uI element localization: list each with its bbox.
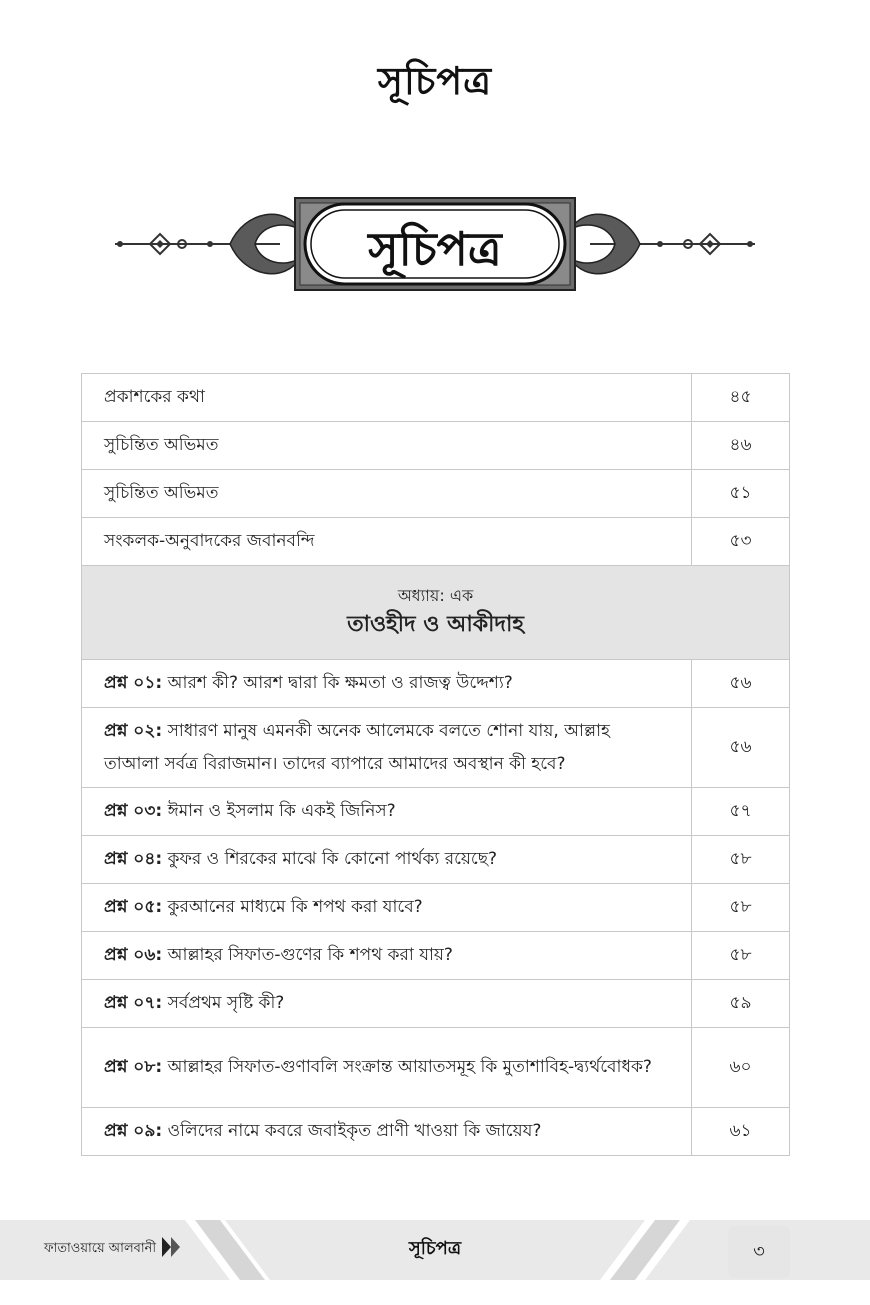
banner-title: সূচিপত্র (368, 222, 502, 276)
toc-row[interactable] (82, 708, 790, 788)
chapter-title: তাওহীদ ও আকীদাহ (347, 611, 524, 637)
question-text: কুরআনের মাধ্যমে কি শপথ করা যাবে? (167, 897, 423, 917)
page-footer (0, 1220, 870, 1280)
question-label: প্রশ্ন ০৮: (104, 1057, 163, 1077)
chapter-heading (82, 566, 790, 660)
question-label: প্রশ্ন ০৭: (104, 993, 163, 1013)
question-label: প্রশ্ন ০২: (104, 720, 163, 741)
toc-question (82, 1108, 692, 1156)
question-label: প্রশ্ন ০৯: (104, 1121, 163, 1141)
question-text: আল্লাহর সিফাত-গুণাবলি সংক্রান্ত আয়াতসমূহ কি মুতাশাবিহ-দ্ব্যর্থবোধক? (167, 1057, 652, 1077)
toc-question (82, 1028, 692, 1108)
toc-row[interactable] (82, 980, 790, 1028)
question-text: আল্লাহর সিফাত-গুণের কি শপথ করা যায়? (167, 945, 453, 965)
toc-page-number: ৫৬ (692, 660, 790, 708)
toc-page-number: ৫৭ (692, 788, 790, 836)
toc-page-number: ৫৮ (692, 884, 790, 932)
question-label: প্রশ্ন ০৩: (104, 801, 163, 821)
toc-page-number: ৫৯ (692, 980, 790, 1028)
toc-question (82, 980, 692, 1028)
question-text: ঈমান ও ইসলাম কি একই জিনিস? (167, 801, 396, 821)
question-text: ওলিদের নামে কবরে জবাইকৃত প্রাণী খাওয়া কি জায়েয? (167, 1121, 542, 1141)
toc-row[interactable] (82, 788, 790, 836)
section-title: সূচিপত্র (408, 1238, 462, 1259)
question-label: প্রশ্ন ০৬: (104, 945, 163, 965)
table-of-contents (81, 373, 790, 1156)
toc-row[interactable] (82, 518, 790, 566)
toc-entry-title: সুচিন্তিত অভিমত (82, 470, 692, 518)
toc-page-number: ৬০ (692, 1028, 790, 1108)
book-title: ফাতাওয়ায়ে আলবানী (44, 1241, 157, 1256)
question-text: কুফর ও শিরকের মাঝে কি কোনো পার্থক্য রয়েছে? (167, 849, 498, 869)
toc-row[interactable] (82, 374, 790, 422)
toc-question (82, 788, 692, 836)
toc-page-number: ৫৮ (692, 932, 790, 980)
question-label: প্রশ্ন ০৪: (104, 849, 163, 869)
toc-row[interactable] (82, 1108, 790, 1156)
toc-page-number: ৪৬ (692, 422, 790, 470)
toc-row[interactable] (82, 884, 790, 932)
question-text: আরশ কী? আরশ দ্বারা কি ক্ষমতা ও রাজত্ব উদ্দেশ্য? (167, 673, 513, 693)
toc-question (82, 660, 692, 708)
question-text: সর্বপ্রথম সৃষ্টি কী? (167, 993, 285, 1013)
toc-question (82, 708, 692, 788)
ornamental-banner (110, 190, 760, 300)
toc-row[interactable] (82, 1028, 790, 1108)
page-number: ৩ (728, 1226, 790, 1278)
toc-question (82, 836, 692, 884)
question-text: সাধারণ মানুষ এমনকী অনেক আলেমকে বলতে শোনা যায়, আল্লাহ তাআলা সর্বত্র বিরাজমান। তাদের ব্যাপারে আমাদের অবস্থান কী হবে? (104, 720, 610, 774)
toc-row[interactable] (82, 660, 790, 708)
toc-page-number: ৬১ (692, 1108, 790, 1156)
toc-entry-title: সংকলক-অনুবাদকের জবানবন্দি (82, 518, 692, 566)
chapter-label: অধ্যায়: এক (397, 585, 474, 605)
chapter-heading-row (82, 566, 790, 660)
toc-row[interactable] (82, 422, 790, 470)
toc-page-number: ৫৬ (692, 708, 790, 788)
toc-row[interactable] (82, 470, 790, 518)
toc-entry-title: সুচিন্তিত অভিমত (82, 422, 692, 470)
toc-page-number: ৪৫ (692, 374, 790, 422)
toc-question (82, 884, 692, 932)
toc-row[interactable] (82, 836, 790, 884)
toc-page-number: ৫৩ (692, 518, 790, 566)
toc-question (82, 932, 692, 980)
page-title: সূচিপত্র (377, 59, 493, 103)
question-label: প্রশ্ন ০৫: (104, 897, 163, 917)
toc-entry-title: প্রকাশকের কথা (82, 374, 692, 422)
toc-page-number: ৫৮ (692, 836, 790, 884)
toc-page-number: ৫১ (692, 470, 790, 518)
question-label: প্রশ্ন ০১: (104, 673, 163, 693)
toc-row[interactable] (82, 932, 790, 980)
